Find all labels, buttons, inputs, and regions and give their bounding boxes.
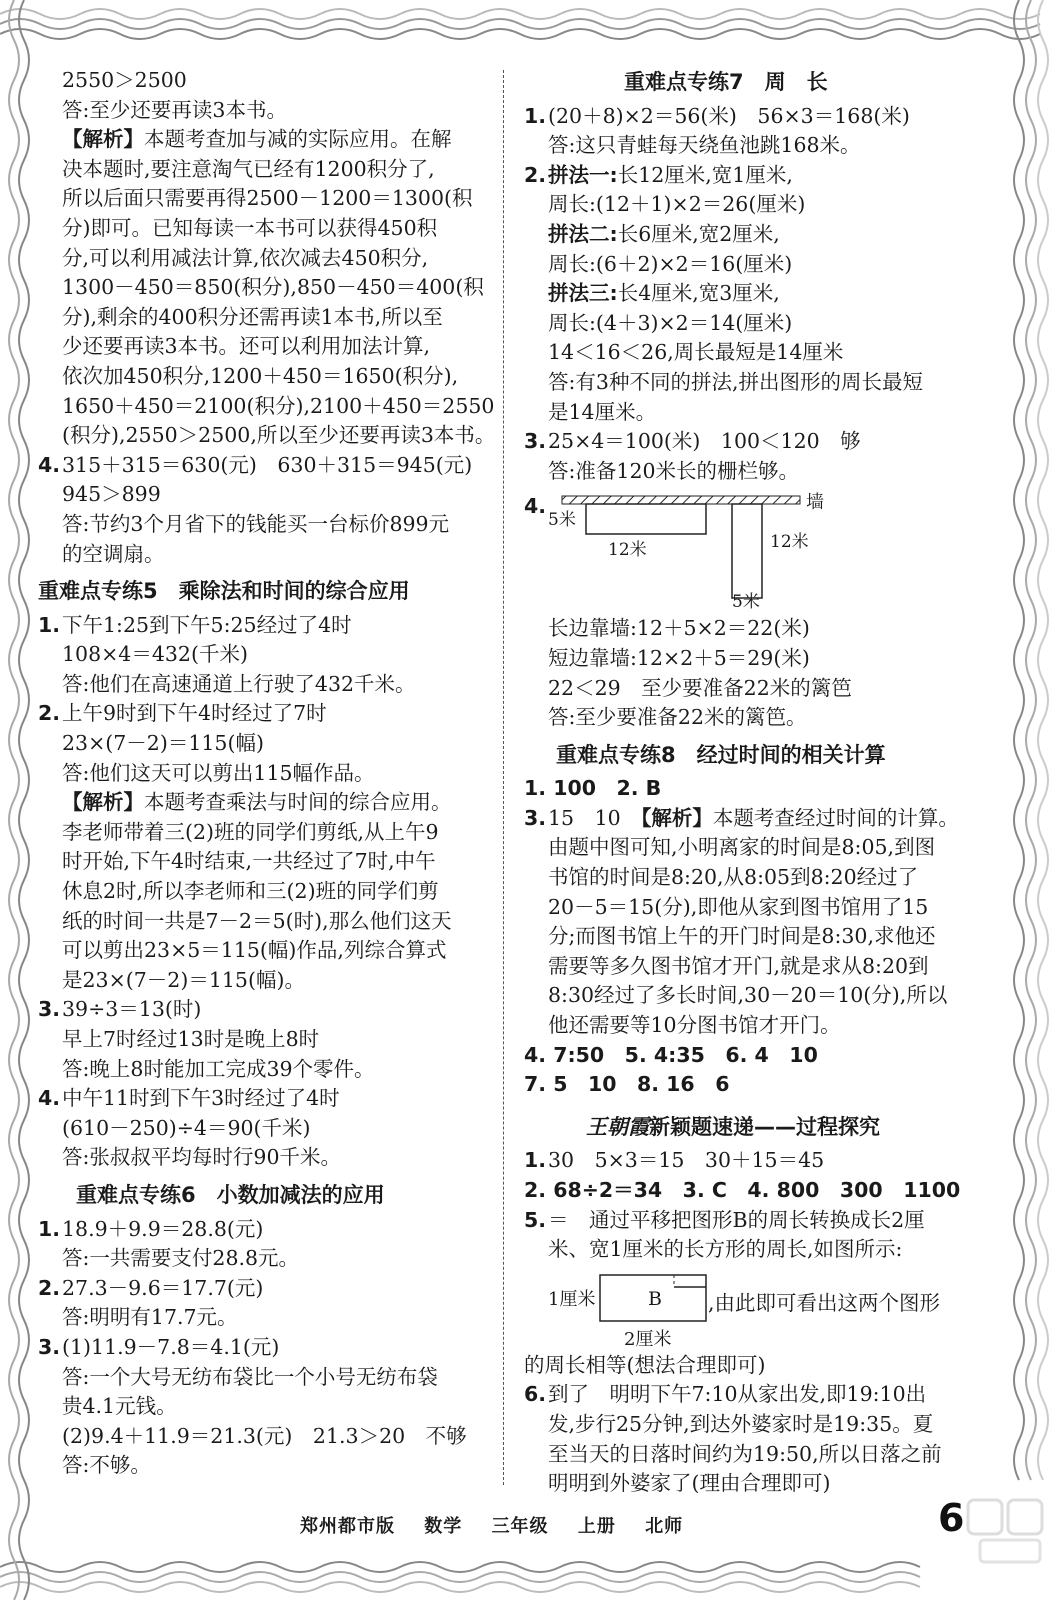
question-6: 6.到了 明明下午7:10从家出发,即19:10出 bbox=[524, 1380, 979, 1410]
right-wavy-border bbox=[1005, 0, 1058, 1600]
answer-row: 2. 68÷2＝34 3. C 4. 800 300 1100 bbox=[524, 1178, 961, 1202]
section-heading-6: 重难点专练6 小数加减法的应用 bbox=[76, 1182, 385, 1207]
answer-line: 的周长相等(想法合理即可) bbox=[524, 1352, 766, 1377]
wall-label: 墙 bbox=[806, 492, 824, 514]
analysis-line: 少还要再读3本书。还可以利用加法计算, bbox=[62, 334, 431, 359]
method-label: 拼法三: bbox=[548, 281, 618, 306]
answer-line: (610－250)÷4＝90(千米) bbox=[62, 1115, 311, 1140]
question-number: 4. bbox=[38, 1086, 61, 1111]
question-3: 3.25×4＝100(米) 100＜120 够 bbox=[524, 427, 979, 457]
answer-line: 答:不够。 bbox=[62, 1453, 151, 1478]
question-number: 2. bbox=[524, 162, 547, 187]
publisher-label: 北师 bbox=[645, 1516, 684, 1537]
question-number: 6. bbox=[524, 1382, 547, 1407]
method-line: 拼法二:长6厘米,宽2厘米, bbox=[548, 221, 780, 246]
dimension-label: 12米 bbox=[770, 532, 809, 553]
question-number: 1. bbox=[524, 103, 547, 128]
answer-row: 4. 7:50 5. 4:35 6. 4 10 bbox=[524, 1042, 818, 1067]
analysis-line: 由题中图可知,小明离家的时间是8:05,到图 bbox=[548, 835, 936, 860]
question-number: 4. bbox=[38, 452, 61, 477]
answer-line: 108×4＝432(千米) bbox=[62, 642, 248, 667]
answer-line: 22＜29 至少要准备22米的篱笆 bbox=[548, 675, 852, 700]
question-3: 3.(1)11.9－7.8＝4.1(元) bbox=[38, 1333, 490, 1363]
top-wavy-border bbox=[0, 0, 1058, 60]
answer-row: 7. 5 10 8. 16 6 bbox=[524, 1072, 730, 1097]
answer-line: (2)9.4＋11.9＝21.3(元) 21.3＞20 不够 bbox=[62, 1423, 467, 1448]
analysis-tag: 【解析】 bbox=[62, 790, 144, 815]
dimension-label: 2厘米 bbox=[624, 1328, 672, 1350]
section-heading-8: 重难点专练8 经过时间的相关计算 bbox=[556, 742, 886, 767]
answer-line: 明明到外婆家了(理由合理即可) bbox=[548, 1471, 831, 1496]
left-wavy-border bbox=[0, 0, 40, 1600]
section-heading-new-questions: 王朝霞新颖题速递——过程探究 bbox=[586, 1113, 880, 1139]
question-number: 2. bbox=[38, 701, 61, 726]
answer-line: 答:一个大号无纺布袋比一个小号无纺布袋 bbox=[62, 1364, 438, 1389]
fence-figure bbox=[524, 492, 979, 614]
subject-label: 数学 bbox=[424, 1516, 463, 1537]
analysis-tag: 【解析】 bbox=[62, 127, 144, 152]
question-3: 3.39÷3＝13(时) bbox=[38, 995, 490, 1025]
answer-line: 答:至少要准备22米的篱笆。 bbox=[548, 705, 807, 730]
analysis-line: 决本题时,要注意淘气已经有1200积分了, bbox=[62, 156, 435, 181]
question-number: 4. bbox=[524, 494, 547, 519]
bottom-wavy-border bbox=[0, 1555, 1058, 1600]
question-1: 1.30 5×3＝15 30＋15＝45 bbox=[524, 1146, 979, 1176]
dimension-label: 5米 bbox=[548, 510, 576, 531]
analysis-line: 分;而图书馆上午的开门时间是8:30,求他还 bbox=[548, 924, 936, 949]
answer-row: 1. 100 2. B bbox=[524, 776, 662, 801]
answer-line: 早上7时经过13时是晚上8时 bbox=[62, 1027, 320, 1051]
shape-label: B bbox=[648, 1287, 662, 1310]
analysis-line: 【解析】本题考查乘法与时间的综合应用。 bbox=[62, 790, 452, 815]
analysis-line: 分)即可。已知每读一本书可以获得450积 bbox=[62, 215, 438, 240]
analysis-line: 所以后面只需要再得2500－1200＝1300(积 bbox=[62, 186, 473, 211]
analysis-line: 20－5＝15(分),即他从家到图书馆用了15 bbox=[548, 894, 929, 919]
answer-line: 2550＞2500 bbox=[62, 68, 187, 92]
column-divider bbox=[503, 70, 504, 1485]
question-5: 5.＝ 通过平移把图形B的周长转换成长2厘 bbox=[524, 1206, 979, 1236]
answer-line: 答:明明有17.7元。 bbox=[62, 1305, 238, 1330]
analysis-line: 书馆的时间是8:20,从8:05到8:20经过了 bbox=[548, 865, 919, 890]
question-number: 3. bbox=[524, 429, 547, 454]
answer-line: 答:张叔叔平均每时行90千米。 bbox=[62, 1145, 341, 1170]
answer-line: 23×(7－2)＝115(幅) bbox=[62, 731, 264, 756]
edition-label: 郑州都市版 bbox=[300, 1516, 395, 1537]
dimension-label: 12米 bbox=[608, 540, 647, 561]
analysis-line: 需要等多久图书馆才开门,就是求从8:20到 bbox=[548, 953, 929, 978]
wall bbox=[562, 496, 800, 504]
question-number: 3. bbox=[38, 1334, 61, 1359]
answer-line: 答:一共需要支付28.8元。 bbox=[62, 1246, 300, 1271]
section-heading-5: 重难点专练5 乘除法和时间的综合应用 bbox=[38, 579, 410, 604]
analysis-tag: 【解析】 bbox=[641, 805, 713, 830]
answer-line: 答:节约3个月省下的钱能买一台标价899元 bbox=[62, 511, 450, 536]
answer-line: 答:至少还要再读3本书。 bbox=[62, 97, 287, 122]
question-4: 4.315＋315＝630(元) 630＋315＝945(元) bbox=[38, 451, 490, 481]
grade-label: 三年级 bbox=[491, 1516, 549, 1537]
right-column bbox=[524, 66, 979, 1499]
left-column bbox=[38, 66, 496, 1481]
analysis-line: 1650＋450＝2100(积分),2100＋450＝2550 bbox=[62, 393, 495, 418]
answer-line: 答:晚上8时能加工完成39个零件。 bbox=[62, 1056, 375, 1081]
answer-line: 答:准备120米长的栅栏够。 bbox=[548, 458, 800, 483]
answer-line: 答:这只青蛙每天绕鱼池跳168米。 bbox=[548, 133, 861, 158]
analysis-line: 依次加450积分,1200＋450＝1650(积分), bbox=[62, 363, 459, 388]
answer-line: 至当天的日落时间约为19:50,所以日落之前 bbox=[548, 1441, 942, 1466]
question-number: 2. bbox=[38, 1275, 61, 1300]
answer-line: 周长:(6＋2)×2＝16(厘米) bbox=[548, 251, 793, 276]
analysis-line: 是23×(7－2)＝115(幅)。 bbox=[62, 967, 305, 992]
analysis-line: 休息2时,所以李老师和三(2)班的同学们剪 bbox=[62, 879, 439, 904]
answer-line: 945＞899 bbox=[62, 482, 161, 507]
method-line: 拼法三:长4厘米,宽3厘米, bbox=[548, 281, 780, 306]
dimension-label: 5米 bbox=[732, 592, 760, 613]
answer-line: 答:有3种不同的拼法,拼出图形的周长最短 bbox=[548, 369, 923, 394]
analysis-line: 分,可以利用减法计算,依次减去450积分, bbox=[62, 245, 429, 270]
analysis-line: 【解析】本题考查加与减的实际应用。在解 bbox=[62, 127, 452, 152]
answer-line: 短边靠墙:12×2＋5＝29(米) bbox=[548, 645, 810, 670]
brand-name: 王朝霞 bbox=[586, 1113, 649, 1139]
question-3: 3.15 10 【解析】本题考查经过时间的计算。 bbox=[524, 804, 979, 834]
answer-line: 答:他们这天可以剪出115幅作品。 bbox=[62, 760, 375, 785]
section-heading-7: 重难点专练7 周 长 bbox=[624, 70, 828, 94]
question-number: 1. bbox=[38, 1216, 61, 1241]
dimension-label: 1厘米 bbox=[548, 1288, 596, 1310]
question-2: 2.拼法一:长12厘米,宽1厘米, bbox=[524, 161, 979, 191]
analysis-line: 时开始,下午4时结束,一共经过了7时,中午 bbox=[62, 849, 436, 874]
analysis-line: 可以剪出23×5＝115(幅)作品,列综合算式 bbox=[62, 938, 447, 963]
answer-line: 14＜16＜26,周长最短是14厘米 bbox=[548, 340, 844, 365]
answer-line: 贵4.1元钱。 bbox=[62, 1394, 177, 1419]
question-4: 4.中午11时到下午3时经过了4时 bbox=[38, 1084, 490, 1114]
answer-line: 周长:(4＋3)×2＝14(厘米) bbox=[548, 310, 793, 335]
answer-line: 周长:(12＋1)×2＝26(厘米) bbox=[548, 192, 806, 217]
question-number: 3. bbox=[524, 805, 547, 830]
question-2: 2.27.3－9.6＝17.7(元) bbox=[38, 1274, 490, 1304]
question-1: 1.18.9＋9.9＝28.8(元) bbox=[38, 1215, 490, 1245]
answer-line: 是14厘米。 bbox=[548, 399, 657, 424]
page-number: 6 bbox=[938, 1496, 965, 1540]
question-number: 5. bbox=[524, 1207, 547, 1232]
analysis-line: 纸的时间一共是7－2＝5(时),那么他们这天 bbox=[62, 908, 452, 933]
page-footer bbox=[300, 1512, 705, 1538]
analysis-line: 1300－450＝850(积分),850－450＝400(积 bbox=[62, 275, 484, 300]
analysis-line: 8:30经过了多长时间,30－20＝10(分),所以 bbox=[548, 983, 948, 1008]
question-number: 1. bbox=[524, 1148, 547, 1173]
question-number: 3. bbox=[38, 997, 61, 1022]
volume-label: 上册 bbox=[577, 1516, 616, 1537]
analysis-line: 他还需要等10分图书馆才开门。 bbox=[548, 1013, 841, 1038]
question-1: 1.下午1:25到下午5:25经过了4时 bbox=[38, 611, 490, 641]
answer-text: ,由此即可看出这两个图形 bbox=[708, 1290, 941, 1315]
answer-line: 长边靠墙:12＋5×2＝22(米) bbox=[548, 616, 810, 641]
method-label: 拼法一: bbox=[548, 162, 618, 187]
answer-line: 米、宽1厘米的长方形的周长,如图所示: bbox=[548, 1237, 903, 1262]
shape-b-figure bbox=[524, 1267, 979, 1351]
fence-long-side-wall bbox=[586, 504, 706, 534]
question-1: 1.(20＋8)×2＝56(米) 56×3＝168(米) bbox=[524, 102, 979, 132]
question-2: 2.上午9时到下午4时经过了7时 bbox=[38, 699, 490, 729]
analysis-line: 分),剩余的400积分还需再读1本书,所以至 bbox=[62, 304, 443, 329]
fence-short-side-wall bbox=[732, 504, 762, 598]
answer-line: 答:他们在高速通道上行驶了432千米。 bbox=[62, 671, 416, 696]
question-number: 1. bbox=[38, 612, 61, 637]
watermark-logo-icon bbox=[960, 1488, 1055, 1578]
analysis-line: (积分),2550＞2500,所以至少还要再读3本书。 bbox=[62, 423, 496, 448]
method-label: 拼法二: bbox=[548, 221, 618, 246]
answer-line: 的空调扇。 bbox=[62, 541, 165, 566]
analysis-line: 李老师带着三(2)班的同学们剪纸,从上午9 bbox=[62, 819, 439, 844]
answer-line: 发,步行25分钟,到达外婆家时是19:35。夏 bbox=[548, 1411, 934, 1436]
